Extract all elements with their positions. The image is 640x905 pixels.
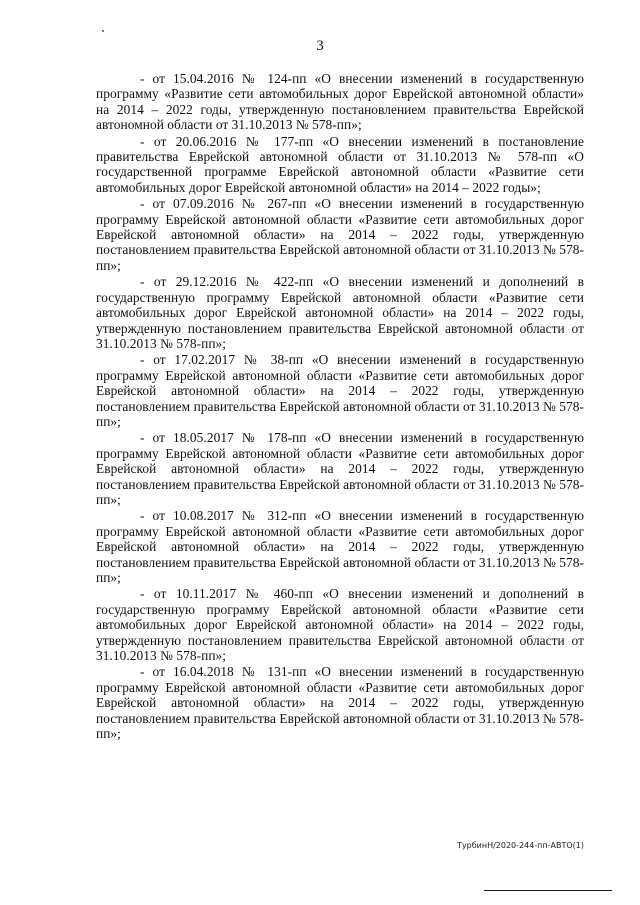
list-item: - от 15.04.2016 № 124-пп «О внесении изменений в государственную программу «Развитие сети автомобильных дорог Еврейской автономной области» на 2014 – 2022 годы, утвержденную постановлением правительства Еврейской автономной области от 31.10.2013 № 578-пп»; xyxy=(96,71,584,133)
list-item: - от 16.04.2018 № 131-пп «О внесении изменений в государственную программу Еврейской автономной области «Развитие сети автомобильных дорог Еврейской автономной области» на 2014 – 2022 годы, утвержденную постановлением правительства Еврейской автономной области от 31.10.2013 № 578-пп»; xyxy=(96,664,584,742)
page-number: 3 xyxy=(316,38,324,54)
list-item: - от 20.06.2016 № 177-пп «О внесении изменений в постановление правительства Еврейской автономной области от 31.10.2013 № 578-пп «О государственной программе Еврейской автономной области «Развитие сети автомобильных дорог Еврейской автономной области» на 2014 – 2022 годы»; xyxy=(96,133,584,195)
scan-artifact-dot xyxy=(102,30,104,32)
document-footer-code: ТурбинН/2020-244-пп-АВТО(1) xyxy=(457,841,584,850)
document-body xyxy=(96,71,584,742)
list-item: - от 18.05.2017 № 178-пп «О внесении изменений в государственную программу Еврейской автономной области «Развитие сети автомобильных дорог Еврейской автономной области» на 2014 – 2022 годы, утвержденную постановлением правительства Еврейской автономной области от 31.10.2013 № 578-пп»; xyxy=(96,430,584,507)
footer-divider xyxy=(484,890,612,891)
list-item: - от 17.02.2017 № 38-пп «О внесении изменений в государственную программу Еврейской автономной области «Развитие сети автомобильных дорог Еврейской автономной области» на 2014 – 2022 годы, утвержденную постановлением правительства Еврейской автономной области от 31.10.2013 № 578-пп»; xyxy=(96,352,584,429)
list-item: - от 10.08.2017 № 312-пп «О внесении изменений в государственную программу Еврейской автономной области «Развитие сети автомобильных дорог Еврейской автономной области» на 2014 – 2022 годы, утвержденную постановлением правительства Еврейской автономной области от 31.10.2013 № 578-пп»; xyxy=(96,508,584,585)
list-item: - от 29.12.2016 № 422-пп «О внесении изменений и дополнений в государственную программу Еврейской автономной области «Развитие сети автомобильных дорог Еврейской автономной области» на 2014 – 2022 годы, утвержденную постановлением правительства Еврейской автономной области от 31.10.2013 № 578-пп»; xyxy=(96,274,584,351)
list-item: - от 10.11.2017 № 460-пп «О внесении изменений и дополнений в государственную программу Еврейской автономной области «Развитие сети автомобильных дорог Еврейской автономной области» на 2014 – 2022 годы, утвержденную постановлением правительства Еврейской автономной области от 31.10.2013 № 578-пп»; xyxy=(96,586,584,664)
list-item: - от 07.09.2016 № 267-пп «О внесении изменений в государственную программу Еврейской автономной области «Развитие сети автомобильных дорог Еврейской автономной области» на 2014 – 2022 годы, утвержденную постановлением правительства Еврейской автономной области от 31.10.2013 № 578-пп»; xyxy=(96,196,584,273)
